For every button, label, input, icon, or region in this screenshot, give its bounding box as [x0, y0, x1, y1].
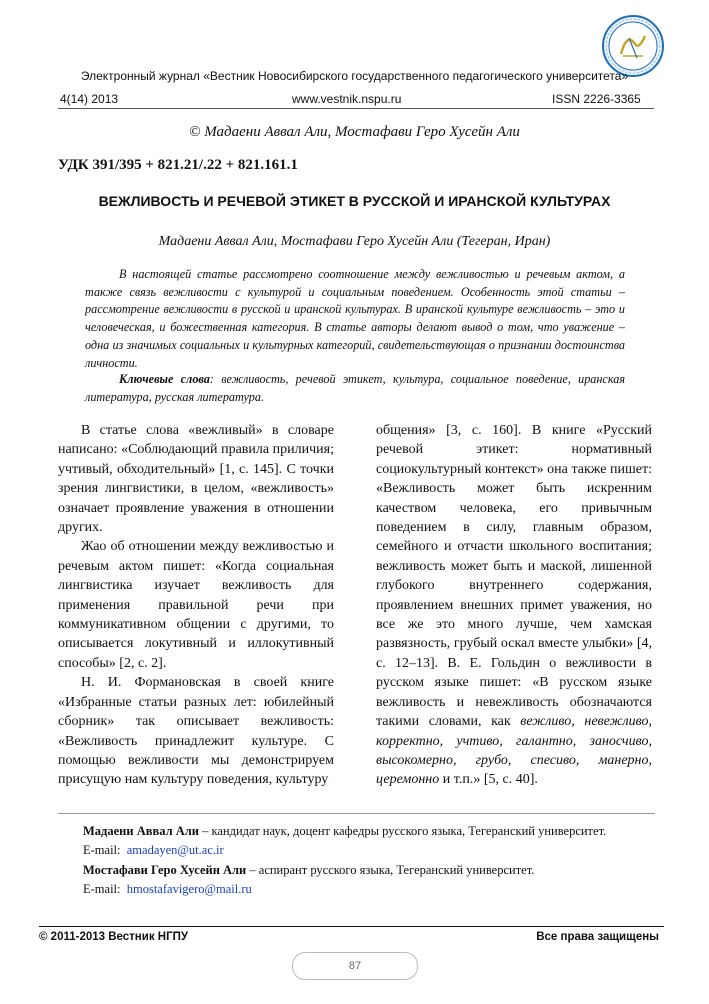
footer-rights: Все права защищены [536, 931, 659, 943]
abstract-text: В настоящей статье рассмотрено соотношение между вежливостью и речевым актом, а также связь вежливости с культурой и социальным поведением. Особенность этой статьи – рассмотрение вежливости в русской и иранской культурах. В иранской культуре вежливость – это и человеческая, и божественная категория. В статье авторы делают вывод о том, что уважение – одна из значимых социальных и культурных категорий, свидетельствующая о признании достоинства личности. [85, 267, 625, 370]
article-copyright: © Мадаени Аввал Али, Мостафави Геро Хусейн Али [189, 124, 520, 140]
keywords-label: Ключевые слова [119, 372, 210, 386]
author-notes [83, 822, 623, 899]
author-note [83, 861, 623, 880]
author-note [83, 822, 623, 841]
keywords [85, 371, 625, 406]
article-authors: Мадаени Аввал Али, Мостафави Геро Хусейн Али (Тегеран, Иран) [158, 234, 551, 249]
italic-word-list: вежливо, невежливо, корректно, учтиво, галантно, заносчиво, высокомерно, грубо, спесиво, манерно, церемонно [376, 714, 652, 788]
paragraph: Жао об отношении между вежливостью и речевым актом пишет: «Когда социальная лингвистика изучает вежливость для применения правильной речи при коммуникативном общении с другими, то описывается локутивный и иллокутивный способы» [2, с. 2]. [58, 539, 334, 671]
left-column [58, 421, 334, 790]
paragraph [376, 421, 652, 790]
issn: ISSN 2226-3365 [552, 92, 641, 106]
udc-code: УДК 391/395 + 821.21/.22 + 821.161.1 [58, 157, 298, 173]
issue-number: 4(14) 2013 [60, 92, 119, 106]
page-number: 87 [292, 952, 418, 980]
author-email-link[interactable]: amadayen@ut.ac.ir [126, 843, 224, 858]
header-divider [58, 108, 654, 109]
paragraph-tail: и т.п.» [5, с. 40]. [439, 772, 538, 788]
footer-copyright: © 2011-2013 Вестник НГПУ [39, 931, 189, 943]
email-label: E-mail: [83, 881, 121, 896]
abstract [85, 266, 625, 372]
author-affiliation: – кандидат наук, доцент кафедры русского языка, Тегеранский университет. [198, 824, 607, 838]
article-title: ВЕЖЛИВОСТЬ И РЕЧЕВОЙ ЭТИКЕТ В РУССКОЙ И ИРАНСКОЙ КУЛЬТУРАХ [98, 193, 611, 209]
author-email-line [83, 841, 623, 860]
keywords-text: : вежливость, речевой этикет, культура, социальное поведение, иранская литература, русская литература. [85, 372, 625, 404]
author-email-line [83, 880, 623, 899]
notes-divider [58, 813, 655, 814]
paragraph: В статье слова «вежливый» в словаре написано: «Соблюдающий правила приличия; учтивый, обходительный» [1, с. 145]. С точки зрения лингвистики, в целом, «вежливость» означает проявление уважения в отношении других. [58, 423, 334, 536]
journal-website[interactable]: www.vestnik.nspu.ru [292, 92, 402, 106]
author-name: Мадаени Аввал Али [83, 824, 199, 838]
author-email-link[interactable]: hmostafavigero@mail.ru [126, 881, 252, 896]
paragraph-text: общения» [3, с. 160]. В книге «Русский речевой этикет: нормативный социокультурный контекст» она также пишет: «Вежливость может быть искренним качеством человека, его привычным поведением в силу, главным образом, семейного и отчасти школьного воспитания; вежливость может быть и маской, лишенной глубокого внутреннего содержания, проявлением внешних примет уважения, но все же это много лучше, чем хамская развязность, грубый оскал вместе улыбки» [4, с. 12–13]. В. Е. Гольдин о вежливости в русском языке пишет: «В русском языке вежливость и невежливость обозначаются такими словами, как [376, 423, 652, 730]
author-name: Мостафави Геро Хусейн Али [83, 862, 247, 877]
email-label: E-mail: [83, 843, 121, 858]
right-column [376, 421, 652, 790]
paragraph: Н. И. Формановская в своей книге «Избранные статьи разных лет: юбилейный сборник» так описывает вежливость: «Вежливость принадлежит культуре. С помощью вежливости мы демонстрируем присущую нам культуру поведения, культуру [58, 675, 334, 788]
journal-name: Электронный журнал «Вестник Новосибирского государственного педагогического университета» [80, 69, 629, 83]
author-affiliation: – аспирант русского языка, Тегеранский университет. [246, 862, 535, 877]
footer-divider [39, 926, 664, 927]
